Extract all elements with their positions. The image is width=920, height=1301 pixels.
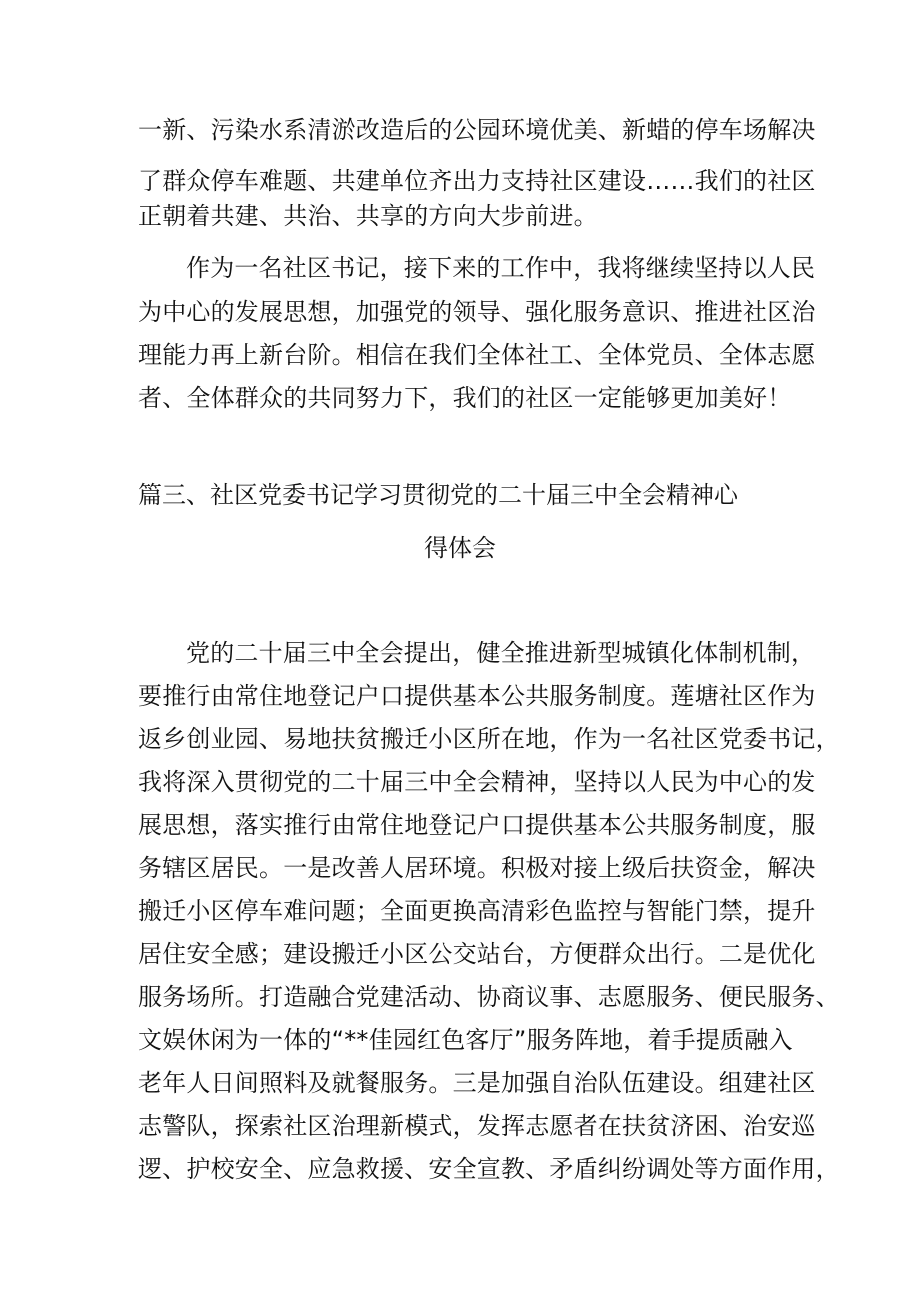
intro-line-2: 了群众停车难题、共建单位齐出力支持社区建设……我们的社区: [138, 167, 816, 195]
para2-line-3: 理能力再上新台阶。相信在我们全体社工、全体党员、全体志愿: [138, 341, 816, 369]
para2-line-1: 作为一名社区书记，接下来的工作中，我将继续坚持以人民: [186, 254, 816, 282]
section-heading-line-2: 得体会: [424, 534, 496, 562]
intro-line-3: 正朝着共建、共治、共享的方向大步前进。: [138, 202, 598, 230]
para3-line-10: 文娱休闲为一体的“**佳园红色客厅”服务阵地，着手提质融入: [138, 1026, 793, 1054]
para3-line-2: 要推行由常住地登记户口提供基本公共服务制度。莲塘社区作为: [138, 682, 816, 710]
para3-line-12: 志警队，探索社区治理新模式，发挥志愿者在扶贫济困、治安巡: [138, 1112, 816, 1140]
para3-line-9: 服务场所。打造融合党建活动、协商议事、志愿服务、便民服务、: [138, 983, 840, 1011]
para3-line-13: 逻、护校安全、应急救援、安全宣教、矛盾纠纷调处等方面作用，: [138, 1155, 840, 1183]
para2-line-2: 为中心的发展思想，加强党的领导、强化服务意识、推进社区治: [138, 298, 816, 326]
intro-line-1: 一新、污染水系清淤改造后的公园环境优美、新蜡的停车场解决: [138, 116, 816, 144]
para3-line-3: 返乡创业园、易地扶贫搬迁小区所在地，作为一名社区党委书记，: [138, 725, 840, 753]
section-heading-line-1: 篇三、社区党委书记学习贯彻党的二十届三中全会精神心: [138, 481, 738, 509]
para3-line-6: 务辖区居民。一是改善人居环境。积极对接上级后扶资金，解决: [138, 854, 816, 882]
para3-line-11: 老年人日间照料及就餐服务。三是加强自治队伍建设。组建社区: [138, 1069, 816, 1097]
para3-line-4: 我将深入贯彻党的二十届三中全会精神，坚持以人民为中心的发: [138, 768, 816, 796]
para3-line-8: 居住安全感；建设搬迁小区公交站台，方便群众出行。二是优化: [138, 940, 816, 968]
para3-line-5: 展思想，落实推行由常住地登记户口提供基本公共服务制度，服: [138, 811, 816, 839]
para3-line-1: 党的二十届三中全会提出，健全推进新型城镇化体制机制，: [186, 639, 816, 667]
para2-line-4: 者、全体群众的共同努力下，我们的社区一定能够更加美好！: [138, 384, 792, 412]
para3-line-7: 搬迁小区停车难问题；全面更换高清彩色监控与智能门禁，提升: [138, 897, 816, 925]
